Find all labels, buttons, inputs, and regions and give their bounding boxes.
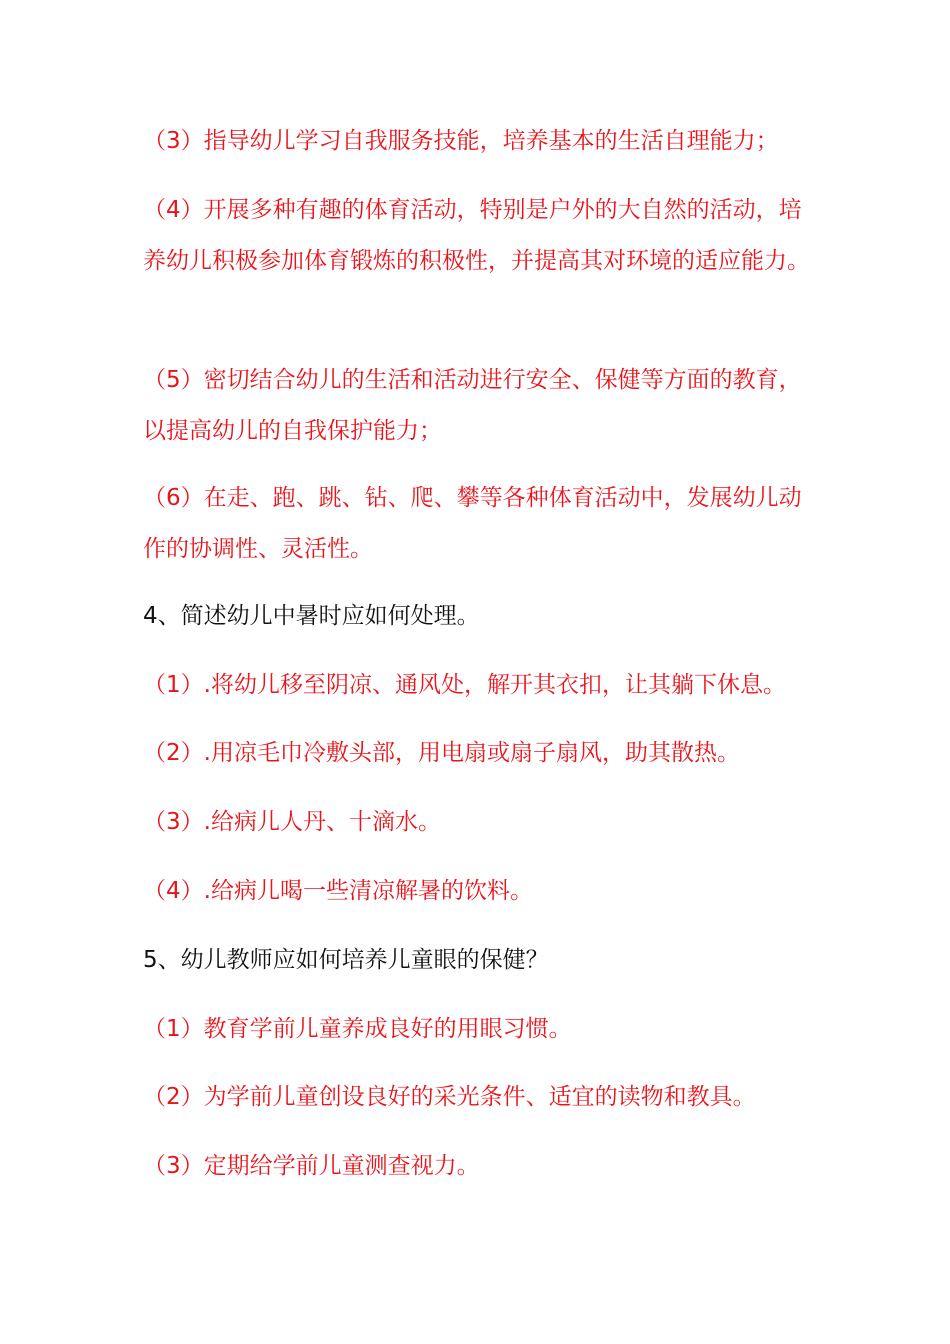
answer-paragraph-5-3: （3）定期给学前儿童测查视力。 [143, 1153, 480, 1179]
answer-paragraph-4-3: （3）.给病儿人丹、十滴水。 [143, 809, 441, 835]
answer-paragraph-4-2: （2）.用凉毛巾冷敷头部，用电扇或扇子扇风，助其散热。 [143, 740, 740, 766]
answer-paragraph-3-4: （4）开展多种有趣的体育活动，特别是户外的大自然的活动，培养幼儿积极参加体育锻炼的积极性，并提高其对环境的适应能力。 [143, 197, 810, 274]
question-5-heading: 5、幼儿教师应如何培养儿童眼的保健？ [143, 947, 549, 973]
answer-paragraph-5-1: （1）教育学前儿童养成良好的用眼习惯。 [143, 1016, 572, 1042]
answer-paragraph-5-2: （2）为学前儿童创设良好的采光条件、适宜的读物和教具。 [143, 1084, 756, 1110]
answer-paragraph-3-5: （5）密切结合幼儿的生活和活动进行安全、保健等方面的教育，以提高幼儿的自我保护能力； [143, 367, 802, 444]
answer-paragraph-3-3: （3）指导幼儿学习自我服务技能，培养基本的生活自理能力； [143, 128, 779, 154]
answer-paragraph-4-4: （4）.给病儿喝一些清凉解暑的饮料。 [143, 878, 533, 904]
question-4-heading: 4、简述幼儿中暑时应如何处理。 [143, 603, 480, 629]
answer-paragraph-4-1: （1）.将幼儿移至阴凉、通风处，解开其衣扣，让其躺下休息。 [143, 672, 786, 698]
answer-paragraph-3-6: （6）在走、跑、跳、钻、爬、攀等各种体育活动中，发展幼儿动作的协调性、灵活性。 [143, 485, 802, 562]
